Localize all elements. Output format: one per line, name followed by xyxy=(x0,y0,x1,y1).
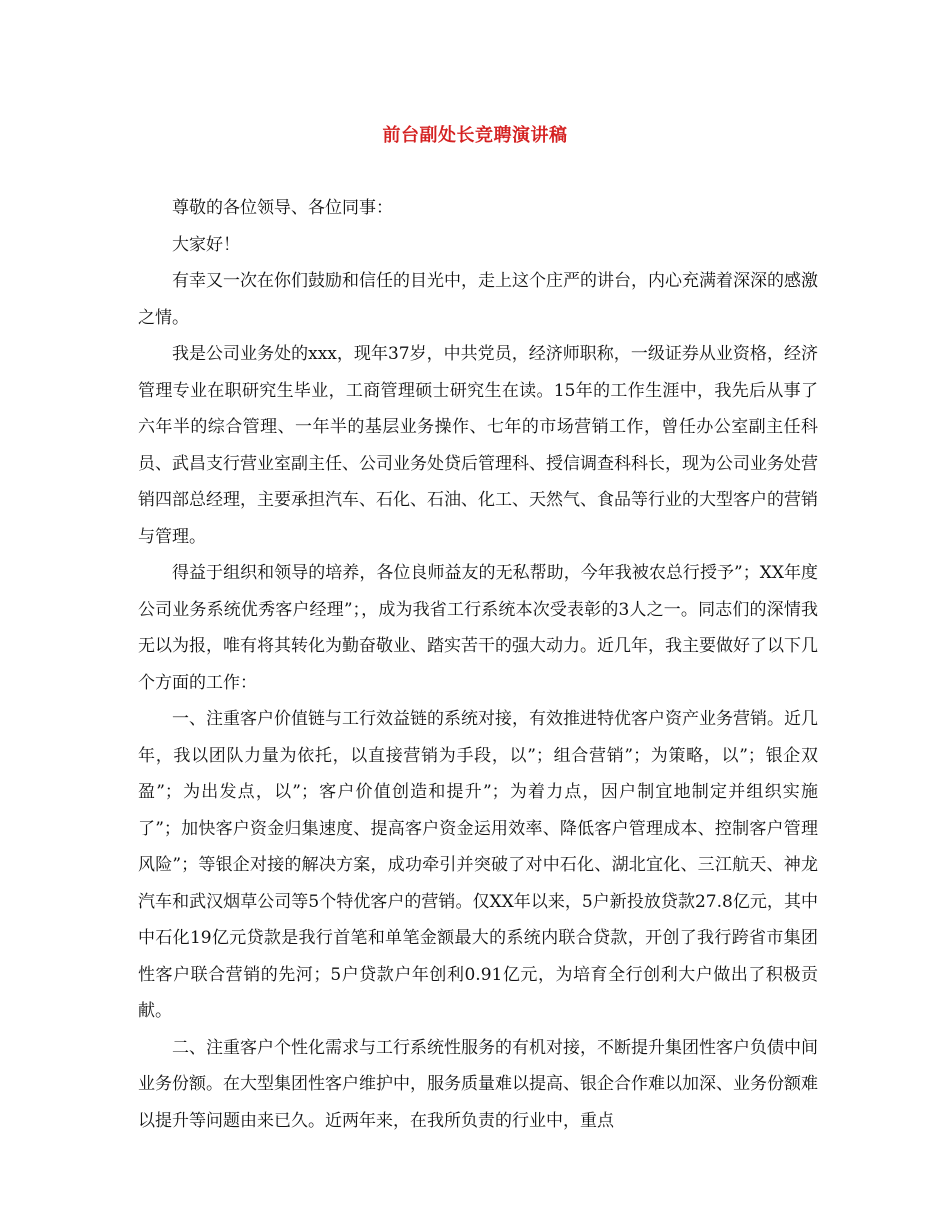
document-body xyxy=(138,190,818,1139)
work-item-one-paragraph: 一、注重客户价值链与工行效益链的系统对接，有效推进特优客户资产业务营销。近几年，我以团队力量为依托，以直接营销为手段，以”；组合营销”；为策略，以”；银企双盈”；为出发点，以”；客户价值创造和提升”；为着力点，因户制宜地制定并组织实施了”；加快客户资金归集速度、提高客户资金运用效率、降低客户管理成本、控制客户管理风险”；等银企对接的解决方案，成功牵引并突破了对中石化、湖北宜化、三江航天、神龙汽车和武汉烟草公司等5个特优客户的营销。仅XX年以来，5户新投放贷款27.8亿元，其中中石化19亿元贷款是我行首笔和单笔金额最大的系统内联合贷款，开创了我行跨省市集团性客户联合营销的先河；5户贷款户年创利0.91亿元，为培育全行创利大户做出了积极贡献。 xyxy=(138,709,818,1021)
work-item-two-paragraph: 二、注重客户个性化需求与工行系统性服务的有机对接，不断提升集团性客户负债中间业务份额。在大型集团性客户维护中，服务质量难以提高、银企合作难以加深、业务份额难以提升等问题由来已久。近两年来，在我所负责的行业中，重点 xyxy=(138,1037,818,1131)
opening-paragraph: 有幸又一次在你们鼓励和信任的目光中，走上这个庄严的讲台，内心充满着深深的感激之情。 xyxy=(138,271,818,328)
salutation-paragraph: 尊敬的各位领导、各位同事： xyxy=(172,198,393,218)
greeting-paragraph: 大家好！ xyxy=(172,234,240,255)
gratitude-paragraph: 得益于组织和领导的培养，各位良师益友的无私帮助，今年我被农总行授予”；XX年度公司业务系统优秀客户经理”；，成为我省工行系统本次受表彰的3人之一。同志们的深情我无以为报，唯有将其转化为勤奋敬业、踏实苦干的强大动力。近几年，我主要做好了以下几个方面的工作： xyxy=(138,563,818,693)
document-title: 前台副处长竞聘演讲稿 xyxy=(382,125,568,146)
self-introduction-paragraph: 我是公司业务处的xxx，现年37岁，中共党员，经济师职称，一级证券从业资格，经济管理专业在职研究生毕业，工商管理硕士研究生在读。15年的工作生涯中，我先后从事了六年半的综合管理、一年半的基层业务操作、七年的市场营销工作，曾任办公室副主任科员、武昌支行营业室副主任、公司业务处贷后管理科、授信调查科科长，现为公司业务处营销四部总经理，主要承担汽车、石化、石油、化工、天然气、食品等行业的大型客户的营销与管理。 xyxy=(138,344,818,547)
